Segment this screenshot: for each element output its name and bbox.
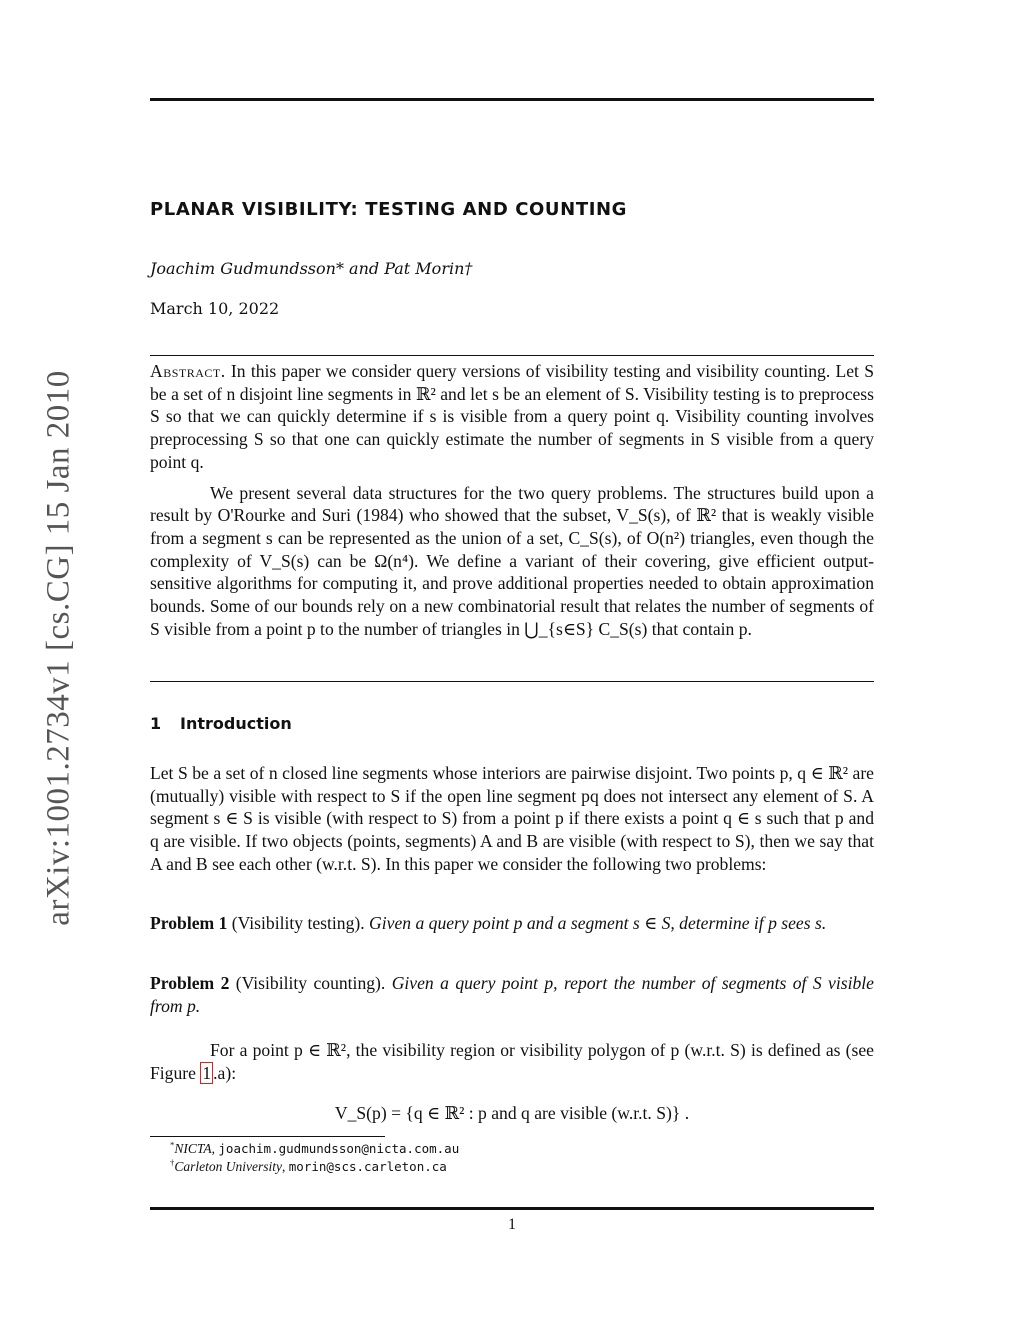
footnote-2-email[interactable]: morin@scs.carleton.ca [288,1159,447,1174]
footnote-2: †Carleton University, morin@scs.carleton.ca [170,1157,447,1174]
footnote-1-mark: * [170,1139,175,1150]
paper-authors [150,259,874,278]
footnote-2-affiliation: Carleton University [174,1159,283,1174]
abstract-paragraph-2: We present several data structures for the two query problems. The structures build upon a result by O'Rourke and Suri (1984) who showed that the subset, V_S(s), of ℝ² that is weakly visible from a segment s can be represented as the union of a set, C_S(s), of O(n²) triangles, even though the complexity of V_S(s) can be Ω(n⁴). We define a variant of their covering, give efficient output-sensitive algorithms for computing it, and prove additional properties needed to obtain approximation bounds. Some of our bounds rely on a new combinatorial result that relates the number of segments of S visible from a point p to the number of triangles in ⋃_{s∈S} C_S(s) that contain p. [150,482,874,639]
problem-2-name: (Visibility counting). [235,973,386,993]
problem-2-label: Problem 2 [150,973,230,993]
visibility-region-text: For a point p ∈ ℝ², the visibility region or visibility polygon of p (w.r.t. S) is defined as (see Figure [150,1040,874,1083]
problem-1-label: Problem 1 [150,913,228,933]
problem-2 [150,972,874,1017]
problem-1 [150,912,874,935]
footnote-1-affiliation: NICTA [174,1141,212,1156]
footnote-1-email[interactable]: joachim.gudmundsson@nicta.com.au [218,1141,460,1156]
authors-raw: Joachim Gudmundsson* and Pat Morin† [150,259,473,278]
footnote-1: *NICTA, joachim.gudmundsson@nicta.com.au [170,1139,460,1156]
intro-paragraph: Let S be a set of n closed line segments whose interiors are pairwise disjoint. Two points p, q ∈ ℝ² are (mutually) visible with respect to S if the open line segment pq does not intersect any element of S. A segment s ∈ S is visible (with respect to S) from a point p if there exists a point q ∈ s such that p and q are visible. If two objects (points, segments) A and B are visible (with respect to S), then we say that A and B see each other (w.r.t. S). In this paper we consider the following two problems: [150,763,874,874]
footnote-2-mark: † [170,1157,175,1168]
paper-title: PLANAR VISIBILITY: TESTING AND COUNTING [150,199,628,220]
problem-2-text: Given a query point p, report the number of segments of S visible from p. [150,973,874,1016]
visibility-region-text-tail: .a): [213,1062,237,1083]
footnote-rule [150,1136,385,1137]
abstract-p1-text: In this paper we consider query versions of visibility testing and visibility counting. Let S be a set of n disjoint line segments in ℝ² and let s be an element of S. Visibility testing is to preprocess S so that we can quickly determine if s is visible from a query point q. Visibility counting involves preprocessing S so that one can quickly estimate the number of segments in S visible from a query point q. [150,361,874,472]
abstract-bottom-rule [150,681,874,682]
abstract-paragraph-1 [150,360,874,474]
arxiv-stamp-text: arXiv:1001.2734v1 [cs.CG] 15 Jan 2010 [40,369,77,926]
section-heading-introduction [150,714,874,733]
section-title: Introduction [180,714,292,733]
paper-date: March 10, 2022 [150,299,280,318]
problem-1-text: Given a query point p and a segment s ∈ S, determine if p sees s. [369,913,827,933]
page-number: 1 [508,1216,516,1233]
abstract [150,360,874,640]
abstract-label: Abstract. [150,361,226,381]
figure-ref[interactable]: 1 [202,1062,212,1083]
visibility-equation: V_S(p) = {q ∈ ℝ² : p and q are visible (w.r.t. S)} . [334,1103,690,1123]
arxiv-stamp [40,365,77,930]
section-number: 1 [150,714,162,733]
visibility-region-paragraph [150,1039,874,1084]
abstract-top-rule [150,355,874,356]
footer-rule [150,1207,874,1210]
header-rule [150,98,874,101]
problem-1-name: (Visibility testing). [231,913,365,933]
